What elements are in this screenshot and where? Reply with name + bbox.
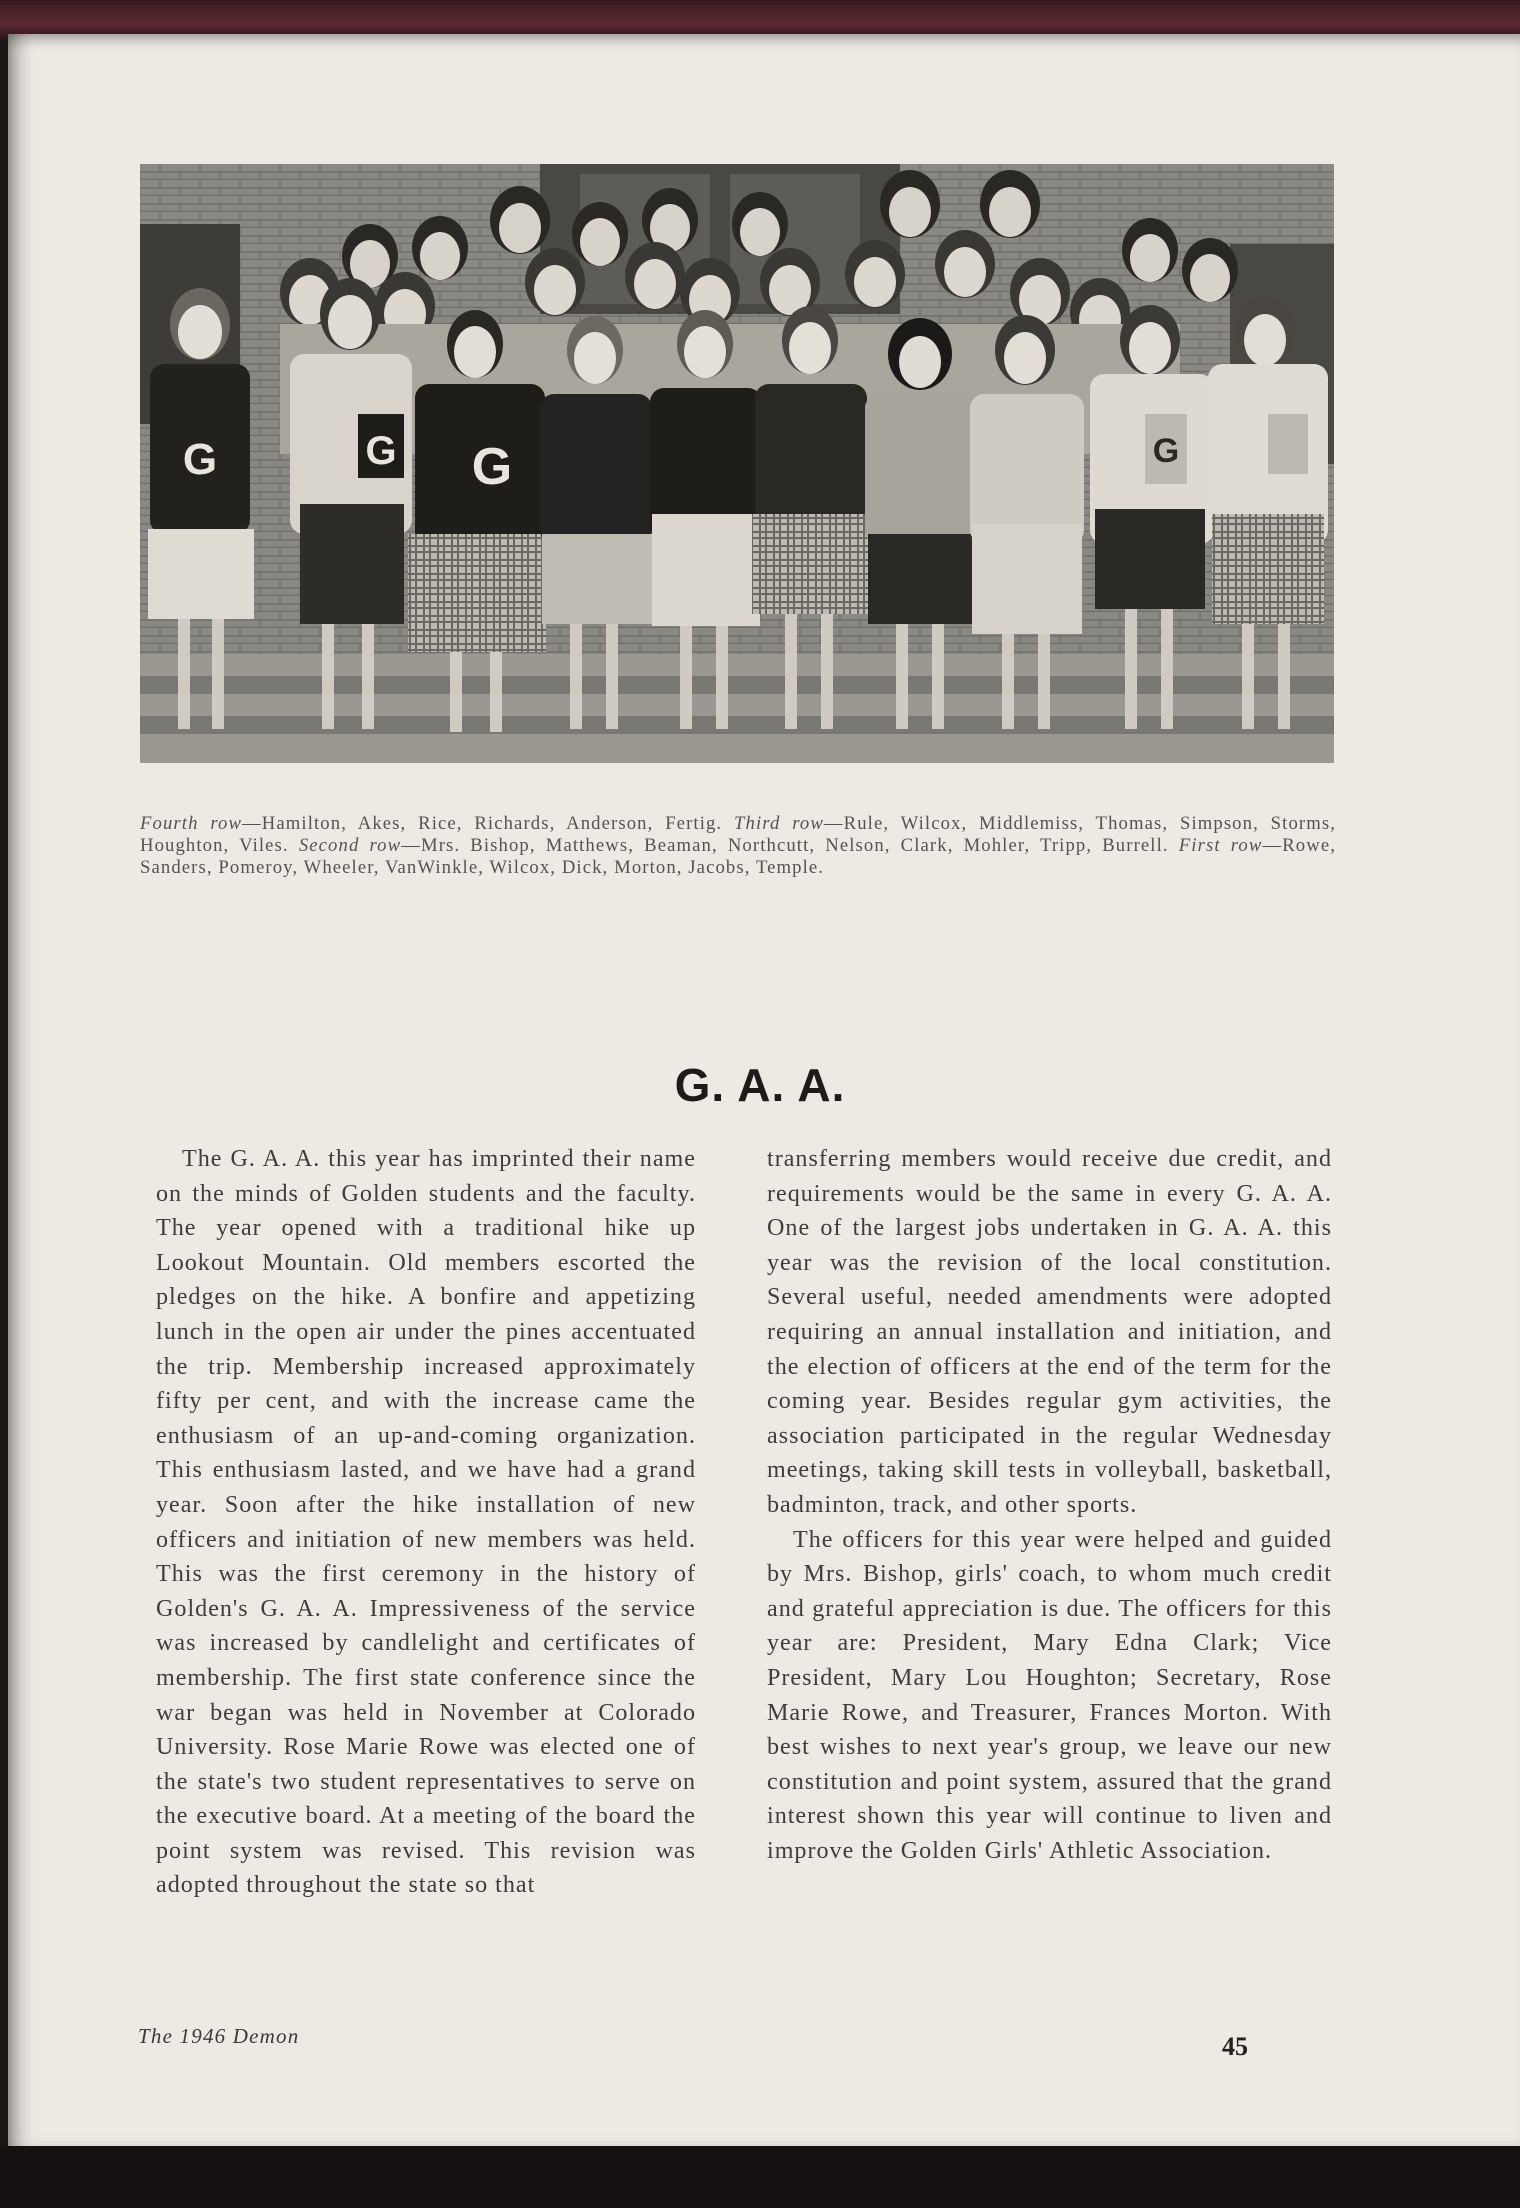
article-title: G. A. A. — [674, 1059, 846, 1111]
caption-fourth-row-label: Fourth row — [140, 813, 243, 834]
publication-title: The 1946 Demon — [138, 2024, 300, 2048]
caption-second-row-label: Second row — [298, 835, 402, 856]
caption-second-row-names: —Mrs. Bishop, Matthews, Beaman, Northcutt, Nelson, Clark, Mohler, Tripp, Burrell. — [401, 835, 1169, 856]
caption-fourth-row-names: —Hamilton, Akes, Rice, Richards, Anderson, Fertig. — [242, 813, 723, 834]
caption-third-row-names: —Rule, Wilcox, Middlemiss, Thomas, Simpson, Storms, Houghton, Viles. — [140, 813, 1336, 856]
svg-text:G: G — [182, 435, 218, 484]
photo-caption — [140, 813, 1336, 879]
group-photo-illustration — [140, 164, 1334, 763]
article-right-column — [767, 1142, 1332, 1868]
page-number: 45 — [1222, 2032, 1248, 2061]
article-paragraph: The G. A. A. this year has imprinted their name on the minds of Golden students and the faculty. The year opened with a traditional hike up Lookout Mountain. Old members escorted the pledges on the hike. A bonfire and appetizing lunch in the open air under the pines accentuated the trip. Membership increased approximately fifty per cent, and with the increase came the enthusiasm of an up-and-coming organization. This enthusiasm lasted, and we have had a grand year. Soon after the hike installation of new officers and initiation of new members was held. This was the first ceremony in the history of Golden's G. A. A. Impressiveness of the service was increased by candlelight and certificates of membership. The first state conference since the war began was held in November at Colorado University. Rose Marie Rowe was elected one of the state's two student representatives to serve on the executive board. At a meeting of the board the point system was revised. This revision was adopted throughout the state so that — [156, 1146, 696, 1899]
caption-first-row-label: First row — [1178, 835, 1263, 856]
article-paragraph-continuation: transferring members would receive due credit, and requirements would be the same in every G. A. A. One of the largest jobs undertaken in G. A. A. this year was the revision of the local constitution. Several useful, needed amendments were adopted requiring an annual installation and initiation, and the election of officers at the end of the term for the coming year. Besides regular gym activities, the association participated in the regular Wednesday meetings, taking skill tests in volleyball, basketball, badminton, track, and other sports. — [767, 1146, 1332, 1518]
svg-text:G: G — [365, 429, 397, 473]
svg-text:G: G — [471, 438, 513, 496]
caption-first-row-names: —Rowe, Sanders, Pomeroy, Wheeler, VanWinkle, Wilcox, Dick, Morton, Jacobs, Temple. — [140, 835, 1336, 878]
article-paragraph: The officers for this year were helped and guided by Mrs. Bishop, girls' coach, to whom much credit and grateful appreciation is due. The officers for this year are: President, Mary Edna Clark; Vice President, Mary Lou Houghton; Secretary, Rose Marie Rowe, and Treasurer, Frances Morton. With best wishes to next year's group, we leave our new constitution and point system, assured that the grand interest shown this year will continue to liven and improve the Golden Girls' Athletic Association. — [767, 1526, 1332, 1864]
caption-third-row-label: Third row — [734, 813, 824, 834]
book-binding-bottom — [0, 2146, 1520, 2208]
svg-text:G: G — [1152, 432, 1180, 470]
group-photo — [140, 164, 1334, 763]
article-left-column — [156, 1142, 696, 1903]
